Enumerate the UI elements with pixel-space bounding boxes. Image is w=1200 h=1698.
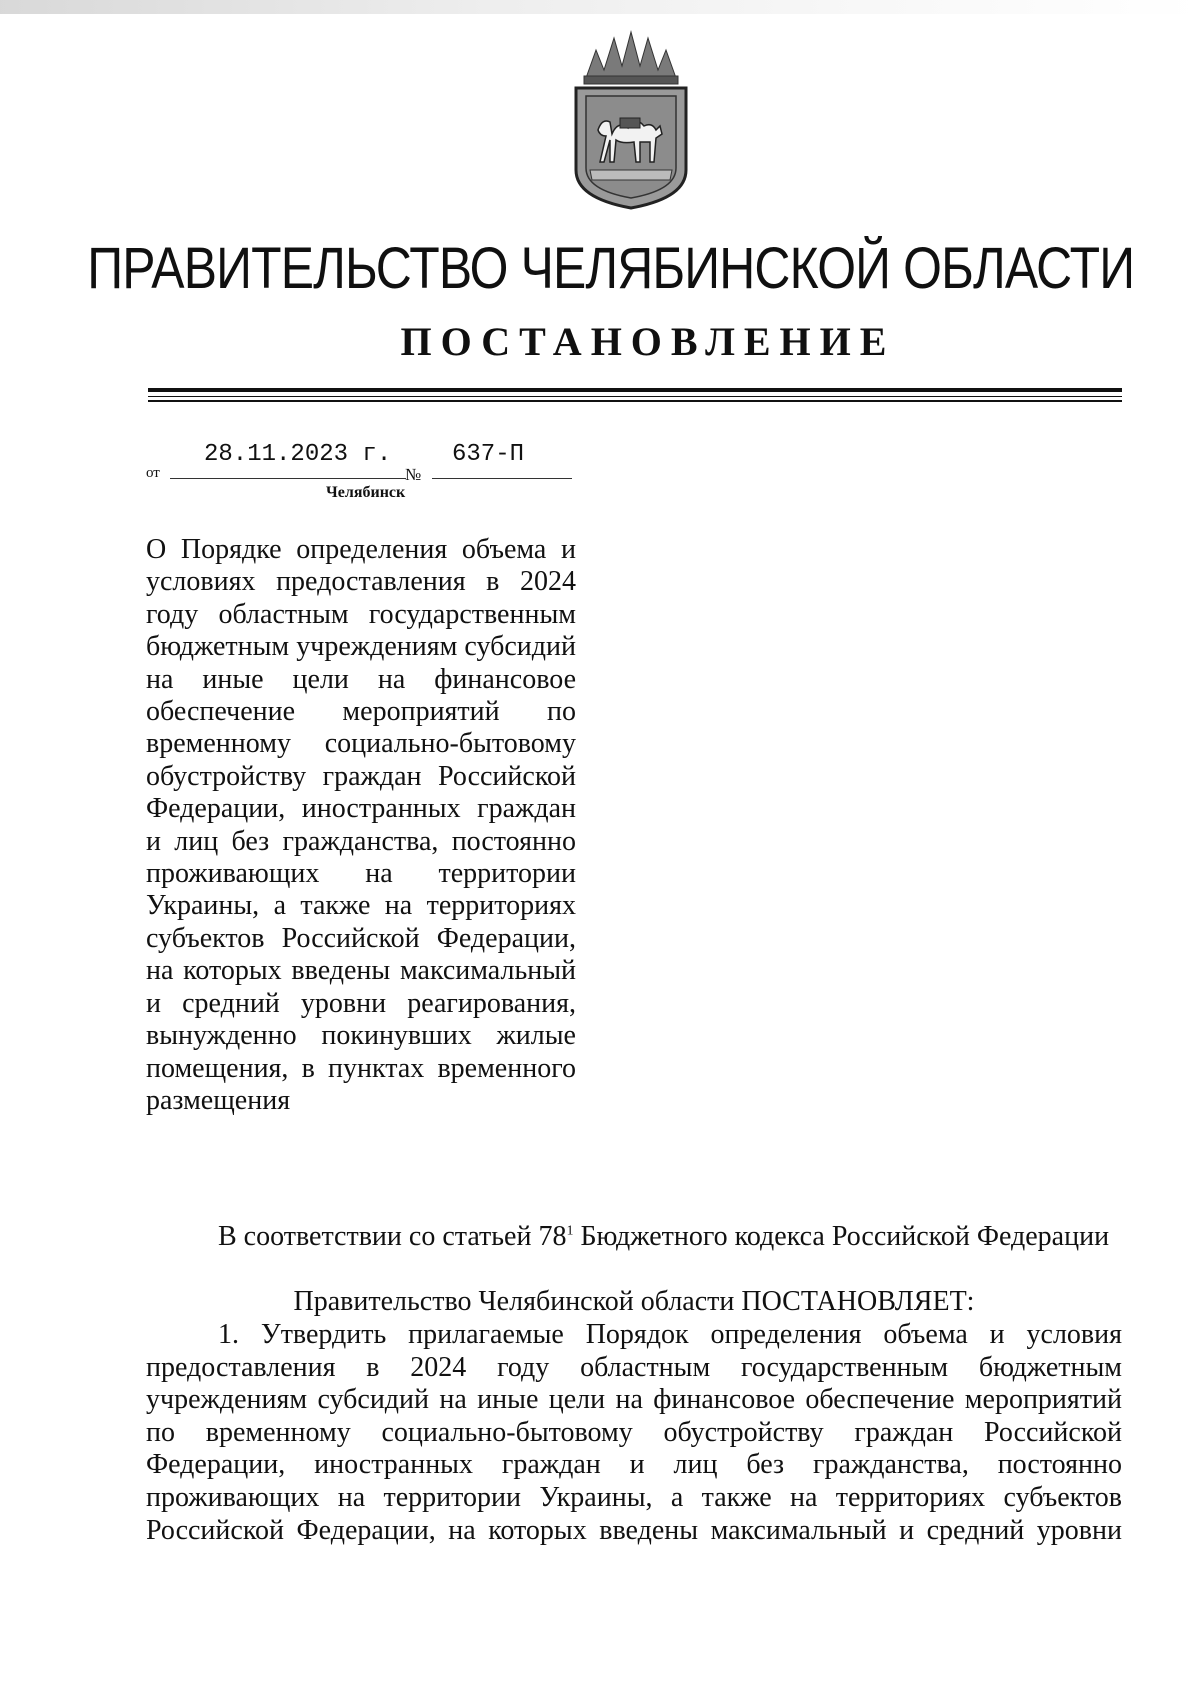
clause-1-paragraph: 1. Утвердить прилагаемые Порядок определения объема и условия предоставления в 2024 году областным государственным бюджетным учреждениям субсидий на иные цели на финансовое обеспечение мероприятий по временному социально-бытовому обустройству граждан Российской Федерации, иностранных граждан и лиц без гражданства, постоянно проживающих на территории Украины, а также на территориях субъектов Российской Федерации, на которых введены максимальный и средний уровни [146,1319,1122,1546]
preamble-text: В соответствии со статьей 78 [218,1221,567,1252]
city-label: Челябинск [326,484,406,501]
document-subject: О Порядке определения объема и условиях предоставления в 2024 году областным государственным бюджетным учреждениям субсидий на иные цели на финансовое обеспечение мероприятий по временному социально-бытовому обустройству граждан Российской Федерации, иностранных граждан и лиц без гражданства, постоянно проживающих на территории Украины, а также на территориях субъектов Российской Федерации, на которых введены максимальный и средний уровни реагирования, вынужденно покинувших жилые помещения, в пунктах временного размещения [146,534,576,1116]
document-date: 28.11.2023 г. [204,441,392,468]
preamble-text-continued: Бюджетного кодекса Российской Федерации [573,1221,1110,1252]
document-type-heading: ПОСТАНОВЛЕНИЕ [400,319,896,364]
number-underline [432,478,572,479]
header-divider-bottom [148,400,1122,402]
resolution-statement: Правительство Челябинской области ПОСТАНОВЛЯЕТ: [293,1286,975,1317]
preamble-paragraph [146,1221,1122,1254]
article-superscript: 1 [566,1223,574,1239]
date-prefix-label: от [146,465,160,481]
date-underline [170,478,406,479]
scan-edge-shadow [0,0,1200,14]
header-divider-thick [148,388,1122,392]
document-number: 637-П [452,441,525,468]
header-divider-thin [148,396,1122,397]
chelyabinsk-coat-of-arms-icon [556,30,706,212]
number-label: № [405,465,422,484]
government-title: ПРАВИТЕЛЬСТВО ЧЕЛЯБИНСКОЙ ОБЛАСТИ [87,236,1135,301]
